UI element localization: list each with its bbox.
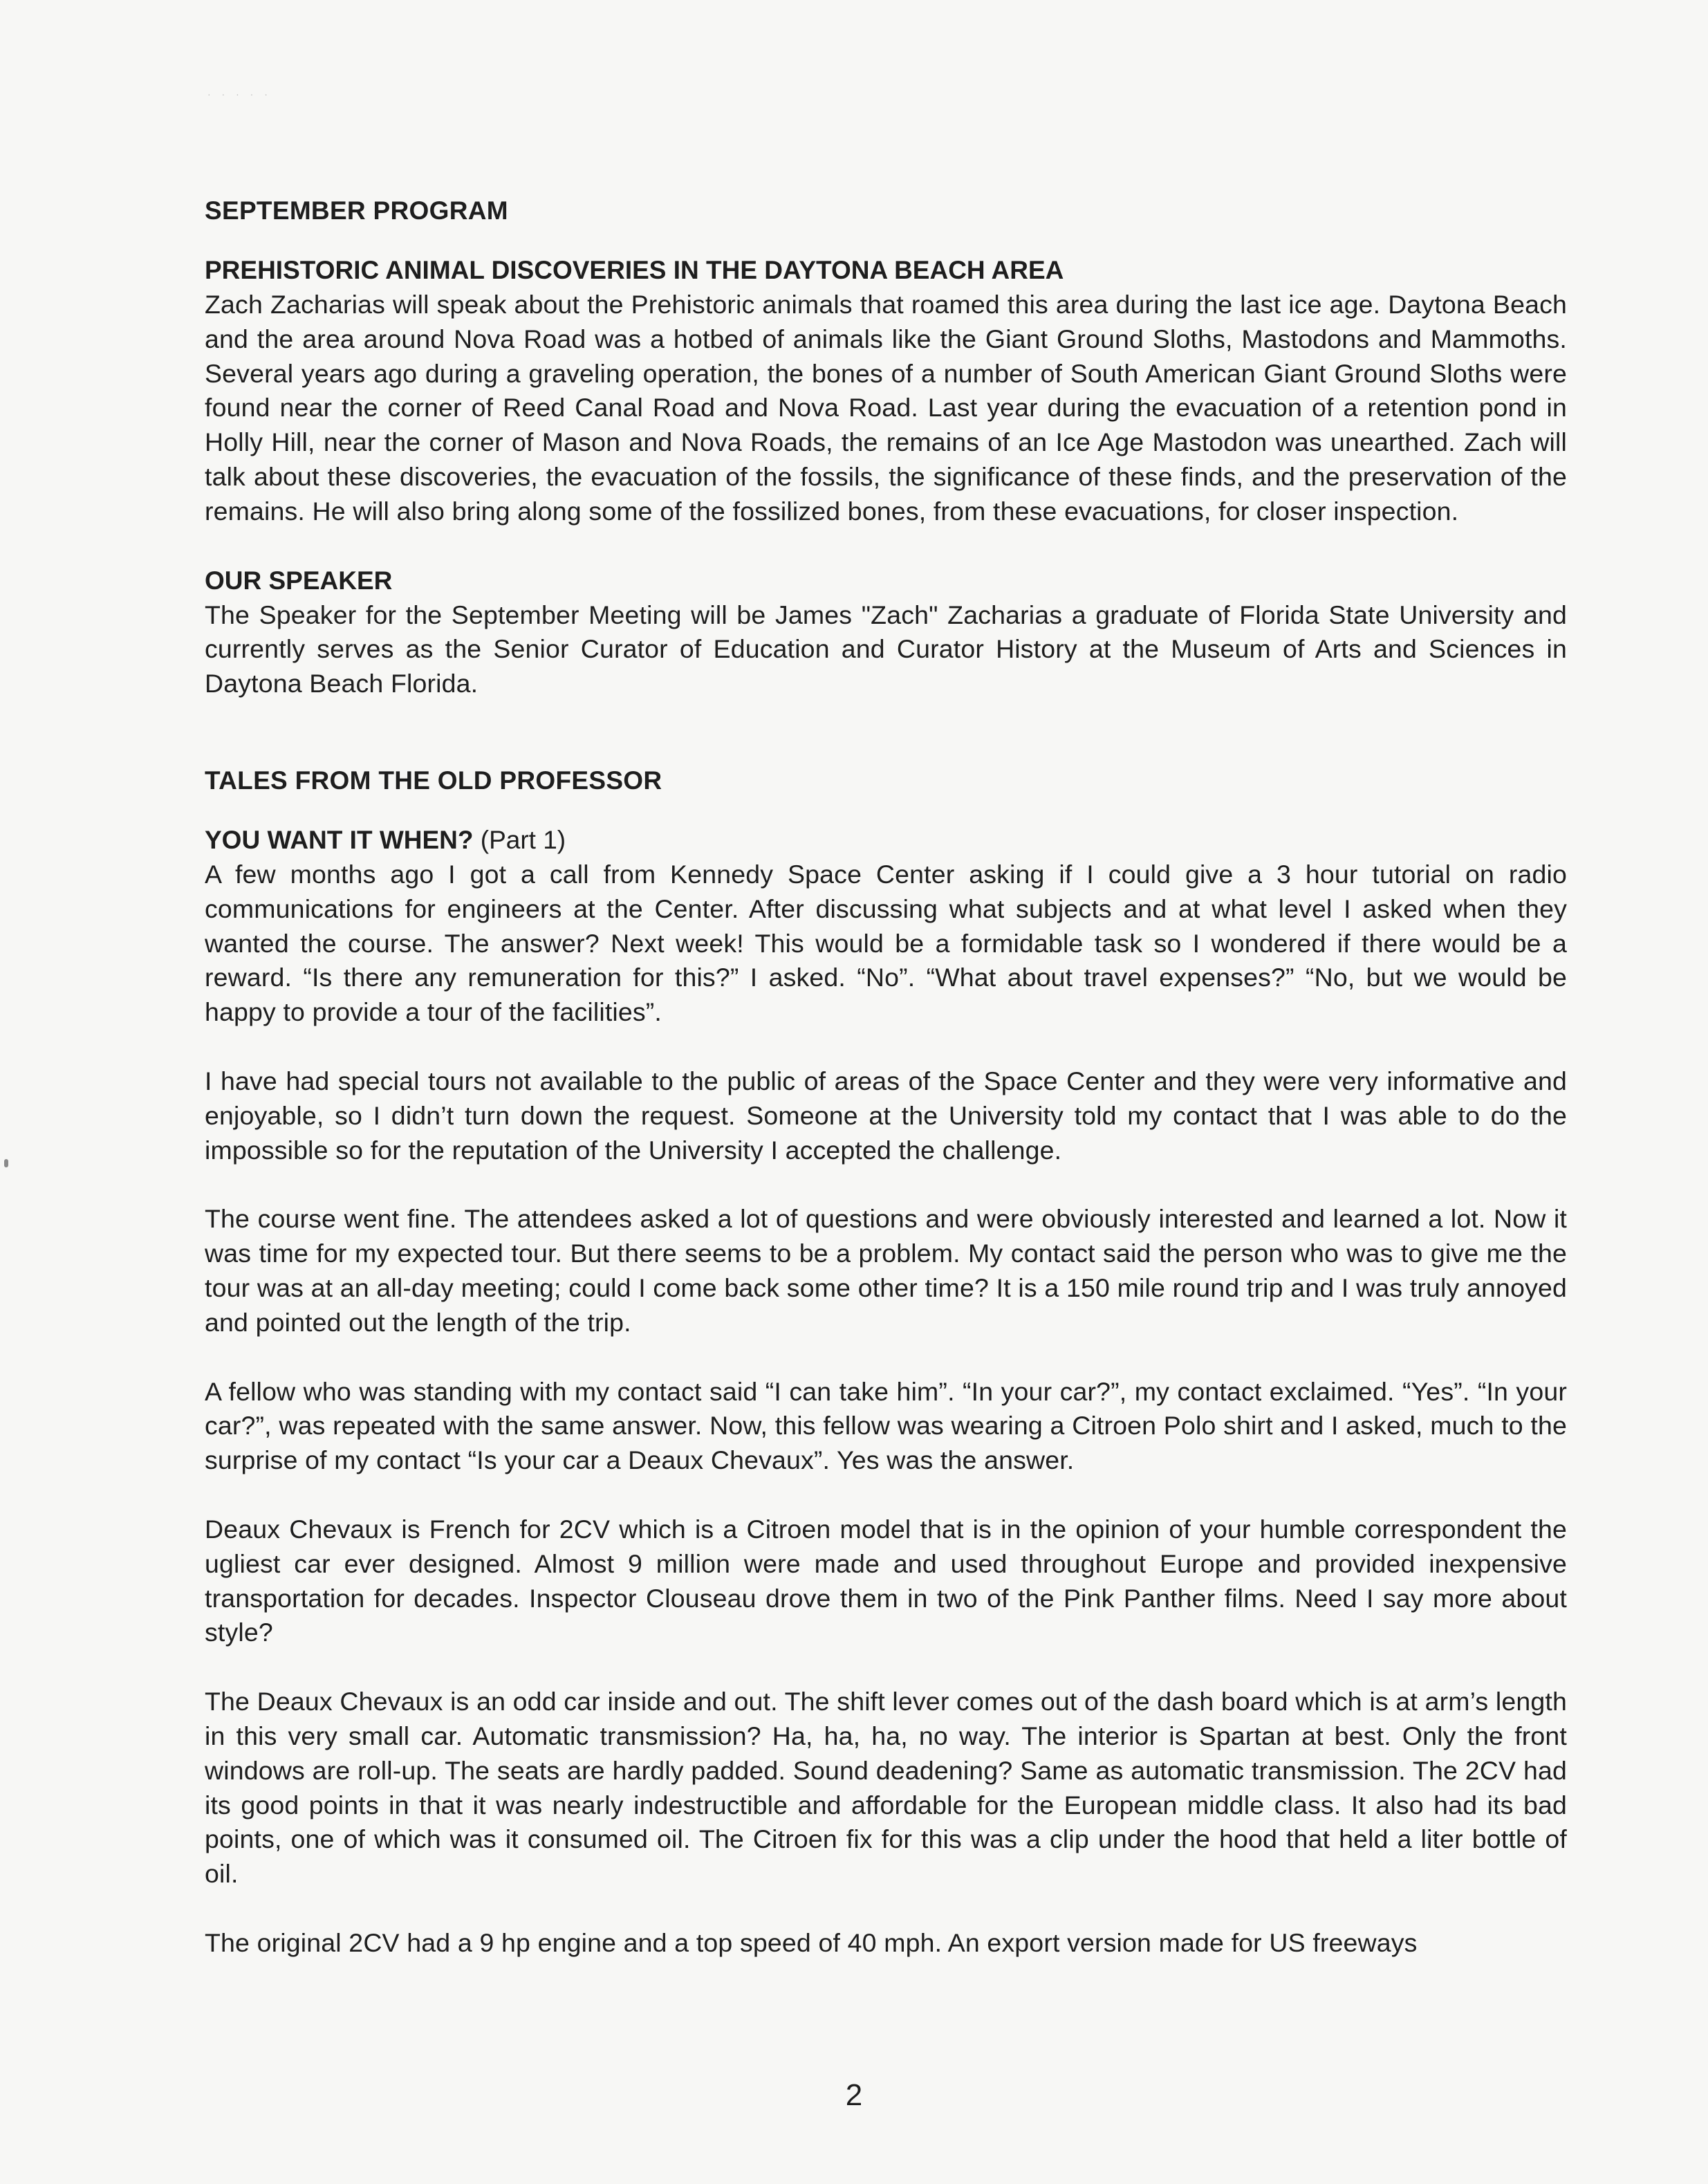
talk-title: PREHISTORIC ANIMAL DISCOVERIES IN THE DAYTONA BEACH AREA	[205, 256, 1064, 284]
story-paragraph-7: The original 2CV had a 9 hp engine and a top speed of 40 mph. An export version made for US freeways	[205, 1927, 1418, 1957]
scan-edge-mark	[4, 1159, 8, 1167]
story-paragraph-1: A few months ago I got a call from Kennedy Space Center asking if I could give a 3 hour tutorial on radio communications for engineers at the Center. After discussing what subjects and at what level I asked when they wanted the course. The answer? Next week! This would be a formidable task so I wondered if there would be a reward. “Is there any remuneration for this?” I asked. “No”. “What about travel expenses?” “No, but we would be happy to provide a tour of the facilities”.	[205, 859, 1567, 1027]
story-title-text: YOU WANT IT WHEN?	[205, 825, 474, 854]
story-paragraph-2: I have had special tours not available to the public of areas of the Space Center and they were very informative and enjoyable, so I didn’t turn down the request. Someone at the University told my contact that I was able to do the impossible so for the reputation of the University I accepted the challenge.	[205, 1066, 1567, 1165]
spacer	[205, 228, 1567, 253]
spacer	[205, 1030, 1567, 1064]
speaker-description: The Speaker for the September Meeting will be James "Zach" Zacharias a graduate of Florida State University and currently serves as the Senior Curator of Education and Curator History at the Museum of Arts and Sciences in Daytona Beach Florida.	[205, 600, 1567, 698]
spacer	[205, 1650, 1567, 1685]
story-paragraph-6: The Deaux Chevaux is an odd car inside and out. The shift lever comes out of the dash board which is at arm’s length in this very small car. Automatic transmission? Ha, ha, ha, no way. The interior is Spartan at best. Only the front windows are roll-up. The seats are hardly padded. Sound deadening? Same as automatic transmission. The 2CV had its good points in that it was nearly indestructible and affordable for the European middle class. It also had its bad points, one of which was it consumed oil. The Citroen fix for this was a clip under the hood that held a liter bottle of oil.	[205, 1687, 1567, 1889]
spacer	[205, 798, 1567, 823]
story-paragraph-3: The course went fine. The attendees asked a lot of questions and were obviously interested and learned a lot. Now it was time for my expected tour. But there seems to be a problem. My contact said the person who was to give me the tour was at an all-day meeting; could I come back some other time? It is a 150 mile round trip and I was truly annoyed and pointed out the length of the trip.	[205, 1204, 1567, 1337]
spacer	[205, 529, 1567, 564]
story-paragraph-4: A fellow who was standing with my contact said “I can take him”. “In your car?”, my contact exclaimed. “Yes”. “In your car?”, was repeated with the same answer. Now, this fellow was wearing a Citroen Polo shirt and I asked, much to the surprise of my contact “Is your car a Deaux Chevaux”. Yes was the answer.	[205, 1376, 1567, 1475]
spacer	[205, 1478, 1567, 1512]
spacer	[205, 1891, 1567, 1926]
scan-speck: · · · · ·	[207, 89, 272, 100]
spacer	[205, 1167, 1567, 1202]
page-number: 2	[845, 2078, 863, 2112]
talk-description: Zach Zacharias will speak about the Prehistoric animals that roamed this area during the last ice age. Daytona Beach and the area around Nova Road was a hotbed of animals like the Giant Ground Sloths, Mastodons and Mammoths. Several years ago during a graveling operation, the bones of a number of South American Giant Ground Sloths were found near the corner of Reed Canal Road and Nova Road. Last year during the evacuation of a retention pond in Holly Hill, near the corner of Mason and Nova Roads, the remains of an Ice Age Mastodon was unearthed. Zach will talk about these discoveries, the evacuation of the fossils, the significance of these finds, and the preservation of the remains. He will also bring along some of the fossilized bones, from these evacuations, for closer inspection.	[205, 290, 1567, 526]
story-paragraph-5: Deaux Chevaux is French for 2CV which is a Citroen model that is in the opinion of your humble correspondent the ugliest car ever designed. Almost 9 million were made and used throughout Europe and provided inexpensive transportation for decades. Inspector Clouseau drove them in two of the Pink Panther films. Need I say more about style?	[205, 1514, 1567, 1647]
speaker-heading: OUR SPEAKER	[205, 566, 393, 595]
newsletter-page	[205, 194, 1567, 1961]
story-part-label: (Part 1)	[480, 825, 566, 854]
spacer	[205, 1340, 1567, 1375]
september-program-heading: SEPTEMBER PROGRAM	[205, 196, 508, 225]
tales-heading: TALES FROM THE OLD PROFESSOR	[205, 766, 662, 795]
spacer	[205, 701, 1567, 764]
story-title	[205, 823, 1567, 858]
